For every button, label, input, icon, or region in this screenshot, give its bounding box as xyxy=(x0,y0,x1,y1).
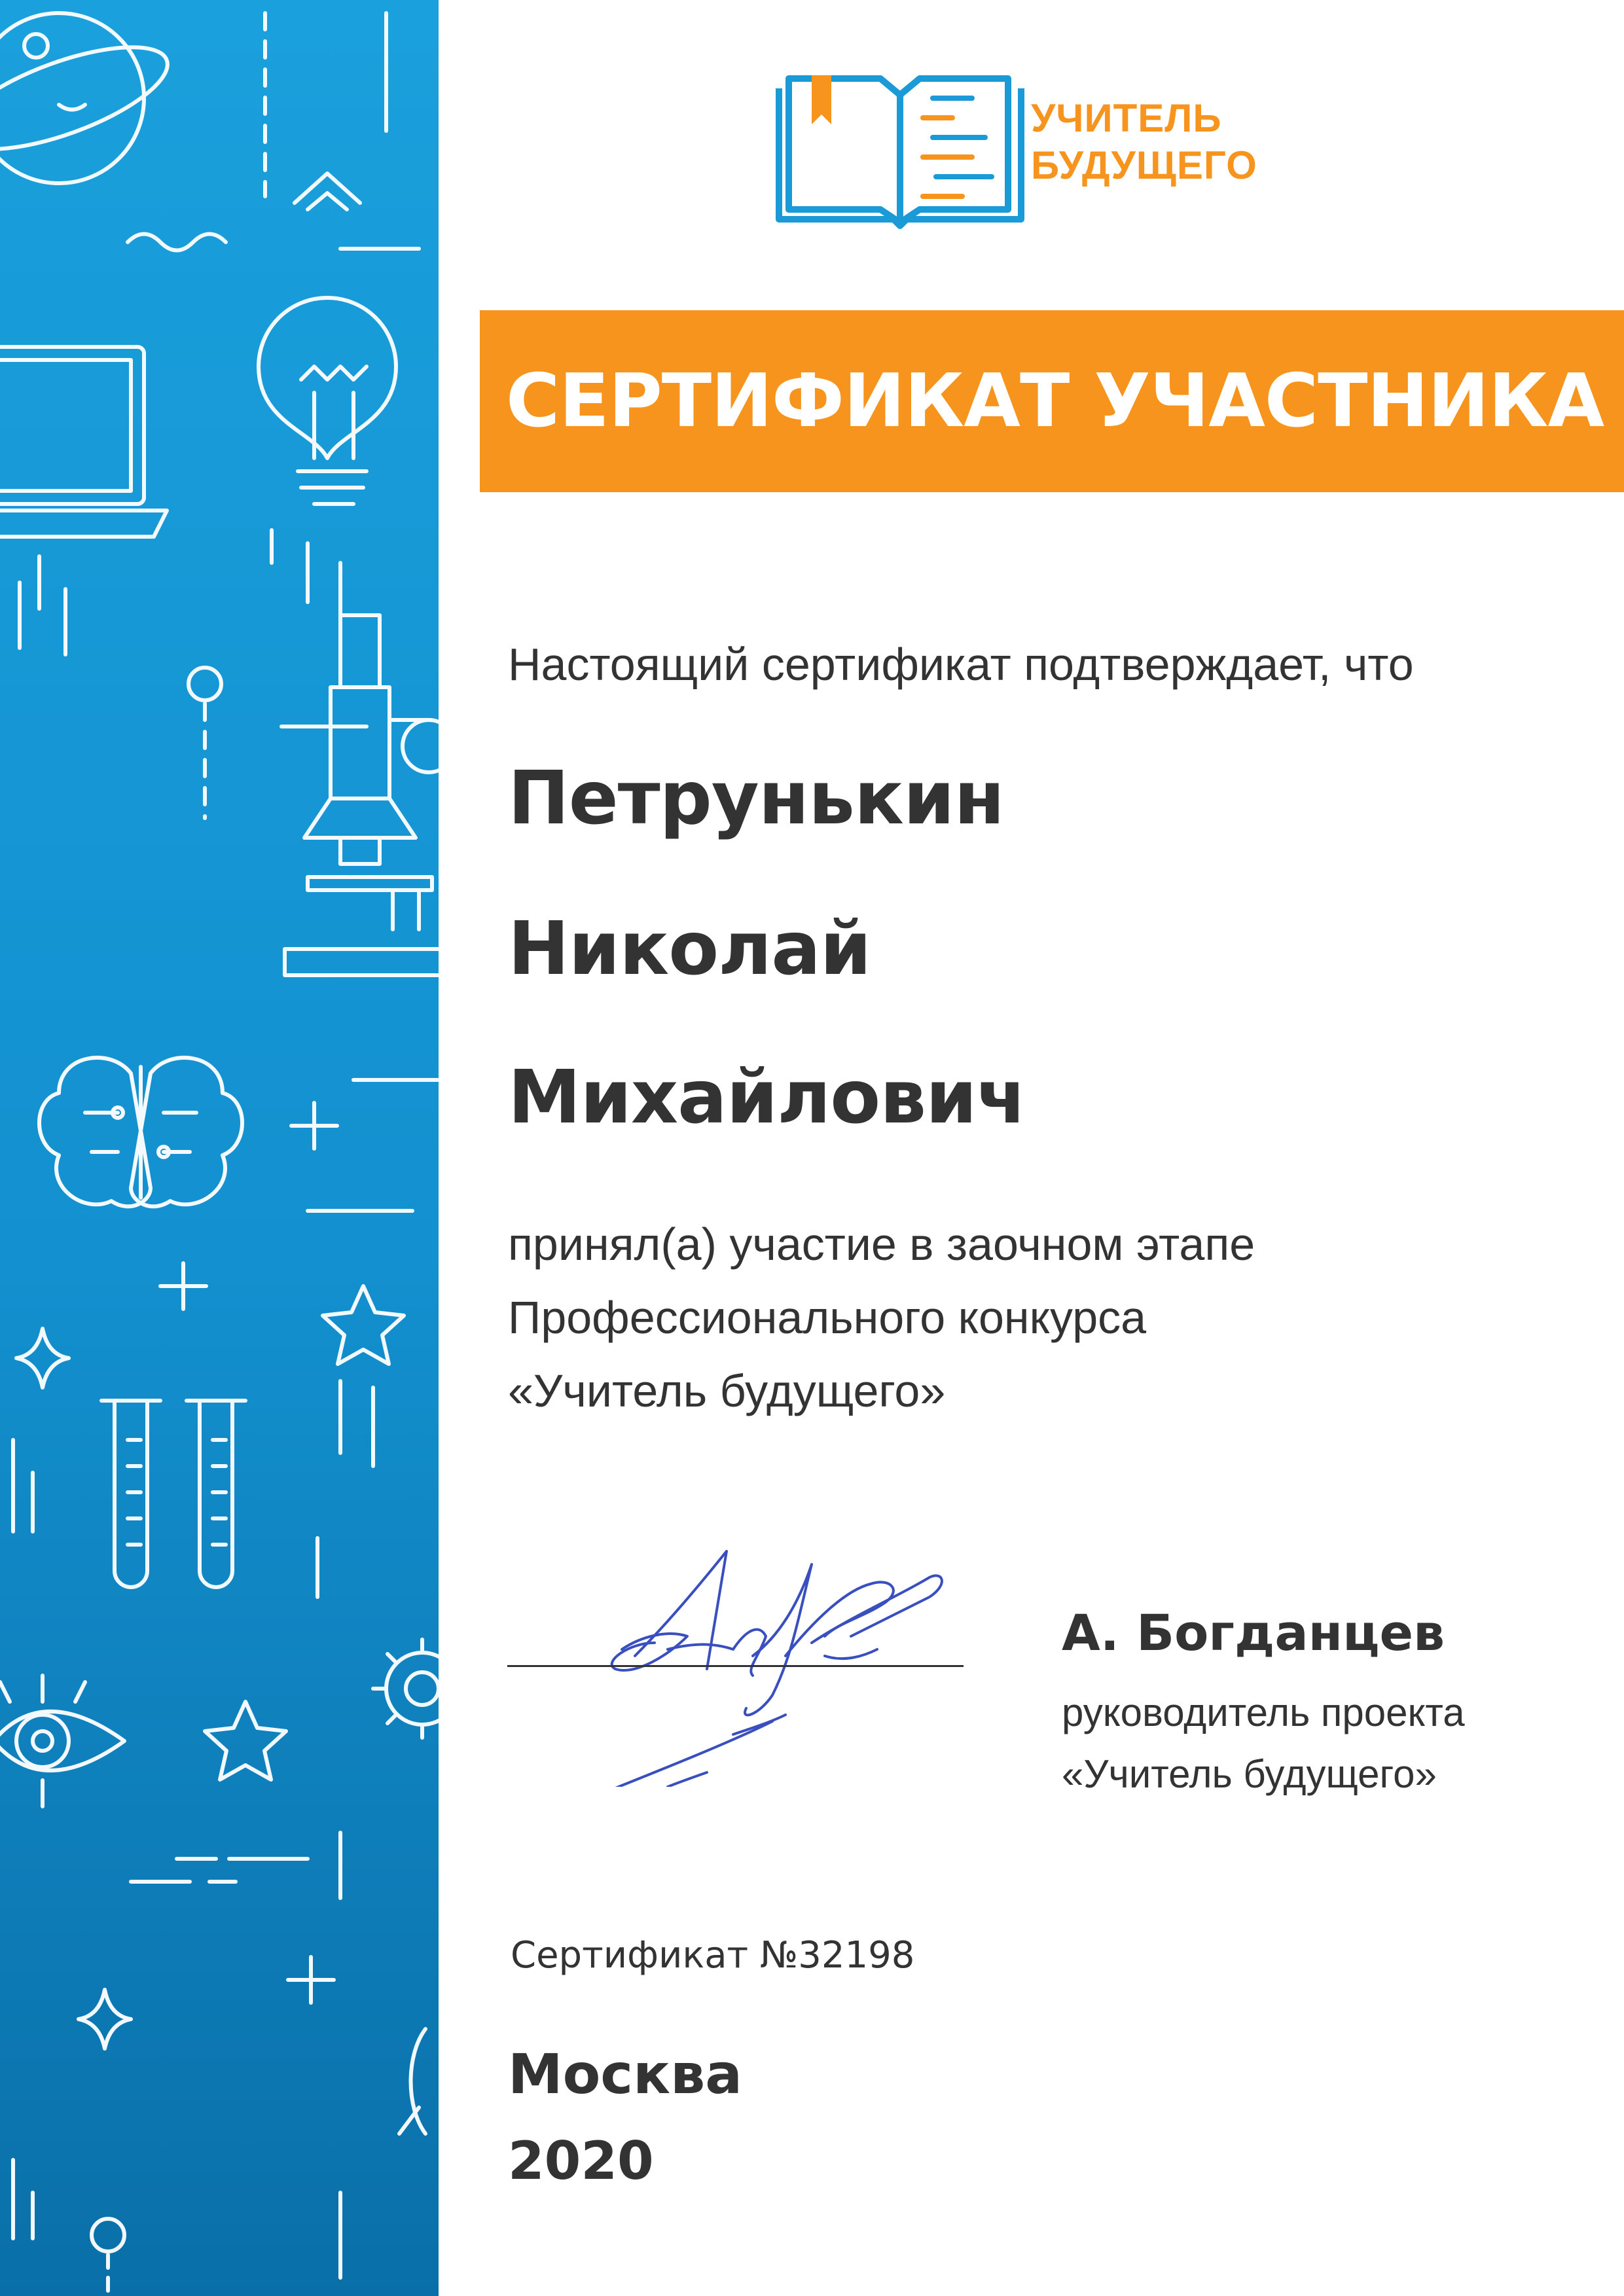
signer-role-line2: «Учитель будущего» xyxy=(1062,1752,1437,1796)
open-book-icon xyxy=(776,69,1024,232)
signature-line xyxy=(507,1665,964,1667)
decorative-sidebar xyxy=(0,0,439,2296)
signer-role xyxy=(1062,1682,1465,1805)
signer-role-line1: руководитель проекта xyxy=(1062,1691,1465,1734)
description-line1: принял(а) участие в заочном этапе xyxy=(508,1219,1255,1270)
recipient-surname: Петрунькин xyxy=(508,756,1004,841)
participation-description xyxy=(508,1208,1255,1427)
intro-text: Настоящий сертификат подтверждает, что xyxy=(508,639,1414,690)
recipient-patronymic: Михайлович xyxy=(508,1055,1026,1140)
year: 2020 xyxy=(508,2130,654,2191)
description-line2: Профессионального конкурса xyxy=(508,1292,1147,1343)
education-pattern-icon xyxy=(0,0,439,2296)
title-banner xyxy=(480,310,1624,492)
certificate-number: Сертификат №32198 xyxy=(511,1934,915,1977)
logo-line1: УЧИТЕЛЬ xyxy=(1031,96,1222,140)
logo xyxy=(776,69,1319,232)
certificate-title: СЕРТИФИКАТ УЧАСТНИКА xyxy=(506,359,1604,444)
description-line3: «Учитель будущего» xyxy=(508,1365,946,1416)
recipient-name: Николай xyxy=(508,906,871,992)
handwritten-signature-icon xyxy=(537,1525,969,1787)
signer-name: А. Богданцев xyxy=(1062,1604,1445,1662)
city: Москва xyxy=(508,2042,742,2106)
logo-line2: БУДУЩЕГО xyxy=(1031,143,1257,187)
